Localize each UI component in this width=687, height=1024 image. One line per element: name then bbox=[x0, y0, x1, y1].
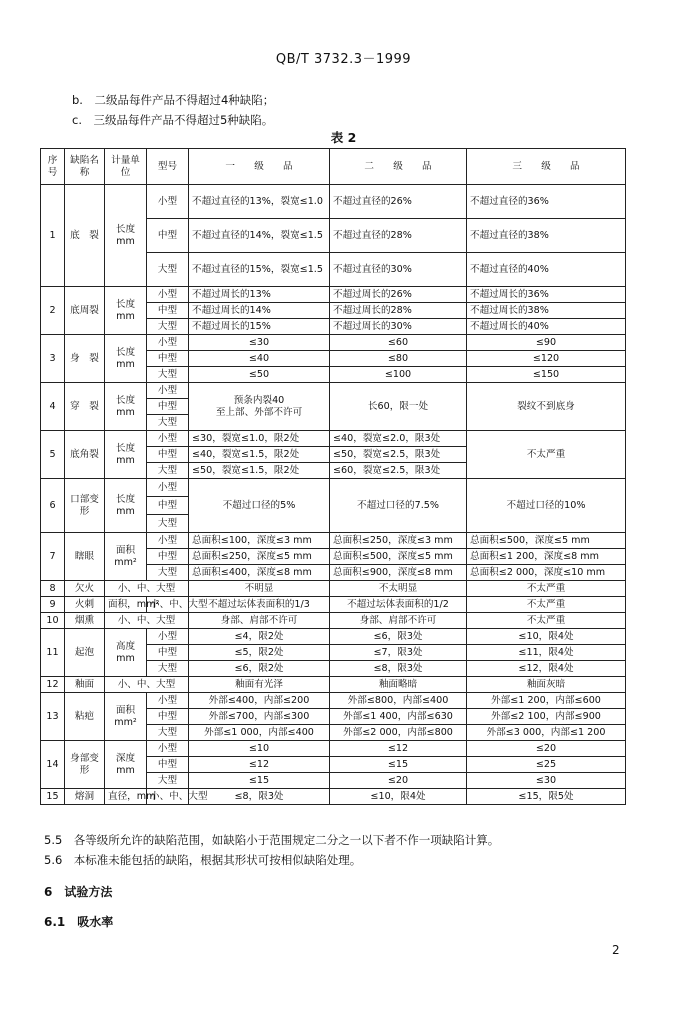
grade2-cell: 不超过坛体表面积的1/2 bbox=[330, 597, 467, 613]
grade2-cell: ≤10，限4处 bbox=[330, 789, 467, 805]
grade1-cell: 外部≤700，内部≤300 bbox=[189, 709, 330, 725]
defect-name: 欠火 bbox=[65, 581, 105, 597]
grade2-cell: ≤7，限3处 bbox=[330, 645, 467, 661]
table-row bbox=[41, 185, 626, 219]
grade3-cell: ≤11，限4处 bbox=[467, 645, 626, 661]
model-cell: 中型 bbox=[147, 497, 189, 515]
model-cell: 中型 bbox=[147, 303, 189, 319]
grade1-cell: 总面积≤400，深度≤8 mm bbox=[189, 565, 330, 581]
grade3-cell: 外部≤1 200，内部≤600 bbox=[467, 693, 626, 709]
row-number: 11 bbox=[41, 629, 65, 677]
grade2-cell: 不太明显 bbox=[330, 581, 467, 597]
grade3-cell: ≤12，限4处 bbox=[467, 661, 626, 677]
grade3-cell: 总面积≤500，深度≤5 mm bbox=[467, 533, 626, 549]
unit-cell: 面积，mm² bbox=[105, 597, 147, 613]
grade3-cell: 不太严重 bbox=[467, 431, 626, 479]
col-header-model: 型号 bbox=[147, 149, 189, 185]
grade2-cell: 外部≤800，内部≤400 bbox=[330, 693, 467, 709]
model-cell: 大型 bbox=[147, 661, 189, 677]
row-number: 14 bbox=[41, 741, 65, 789]
table-row bbox=[41, 287, 626, 303]
row-number: 15 bbox=[41, 789, 65, 805]
row-number: 2 bbox=[41, 287, 65, 335]
model-cell: 大型 bbox=[147, 463, 189, 479]
grade2-cell: 不超过直径的26% bbox=[330, 185, 467, 219]
row-number: 1 bbox=[41, 185, 65, 287]
grade3-cell: 不超过直径的40% bbox=[467, 253, 626, 287]
table-row bbox=[41, 613, 626, 629]
grade1-cell: 不超过直径的14%，裂宽≤1.5 bbox=[189, 219, 330, 253]
table-row bbox=[41, 581, 626, 597]
defect-name: 穿 裂 bbox=[65, 383, 105, 431]
grade3-cell: ≤120 bbox=[467, 351, 626, 367]
grade3-cell: 釉面灰暗 bbox=[467, 677, 626, 693]
defect-name: 火刺 bbox=[65, 597, 105, 613]
model-cell: 大型 bbox=[147, 565, 189, 581]
grade1-cell: 不超过直径的15%，裂宽≤1.5 bbox=[189, 253, 330, 287]
model-cell: 小、中、大型 bbox=[105, 677, 189, 693]
table-header-row bbox=[41, 149, 626, 185]
grade3-cell: 不超过直径的38% bbox=[467, 219, 626, 253]
unit-cell: 长度 mm bbox=[105, 287, 147, 335]
table-row bbox=[41, 533, 626, 549]
grade2-cell: 总面积≤500，深度≤5 mm bbox=[330, 549, 467, 565]
defect-table bbox=[40, 148, 626, 805]
model-cell: 中型 bbox=[147, 351, 189, 367]
model-cell: 小型 bbox=[147, 479, 189, 497]
grade2-cell: 不超过周长的28% bbox=[330, 303, 467, 319]
grade1-cell: ≤5，限2处 bbox=[189, 645, 330, 661]
grade1-cell: 总面积≤100，深度≤3 mm bbox=[189, 533, 330, 549]
col-header-unit: 计量单位 bbox=[105, 149, 147, 185]
model-cell: 中型 bbox=[147, 709, 189, 725]
grade3-cell: 总面积≤1 200，深度≤8 mm bbox=[467, 549, 626, 565]
model-cell: 中型 bbox=[147, 549, 189, 565]
grade3-cell: 总面积≤2 000，深度≤10 mm bbox=[467, 565, 626, 581]
defect-name: 底角裂 bbox=[65, 431, 105, 479]
grade1-cell: ≤40，裂宽≤1.5，限2处 bbox=[189, 447, 330, 463]
model-cell: 大型 bbox=[147, 367, 189, 383]
table-row bbox=[41, 789, 626, 805]
row-number: 5 bbox=[41, 431, 65, 479]
section-6-heading: 6 试验方法 bbox=[44, 885, 113, 899]
col-header-defect: 缺陷名称 bbox=[65, 149, 105, 185]
grade2-cell: ≤100 bbox=[330, 367, 467, 383]
grade2-cell: 总面积≤900，深度≤8 mm bbox=[330, 565, 467, 581]
unit-cell: 长度 mm bbox=[105, 479, 147, 533]
grade2-cell: 身部、肩部不许可 bbox=[330, 613, 467, 629]
grade3-cell: 不超过周长的40% bbox=[467, 319, 626, 335]
grade1-cell: ≤8，限3处 bbox=[189, 789, 330, 805]
grade1-cell: 不超过周长的13% bbox=[189, 287, 330, 303]
row-number: 12 bbox=[41, 677, 65, 693]
row-number: 9 bbox=[41, 597, 65, 613]
grade2-cell: ≤12 bbox=[330, 741, 467, 757]
grade1-cell: 总面积≤250，深度≤5 mm bbox=[189, 549, 330, 565]
grade3-cell: ≤30 bbox=[467, 773, 626, 789]
model-cell: 小型 bbox=[147, 629, 189, 645]
grade2-cell: ≤40，裂宽≤2.0，限3处 bbox=[330, 431, 467, 447]
page-number: 2 bbox=[612, 943, 620, 957]
grade1-cell: 不明显 bbox=[189, 581, 330, 597]
col-header-grade2: 二 级 品 bbox=[330, 149, 467, 185]
col-header-grade1: 一 级 品 bbox=[189, 149, 330, 185]
table-caption: 表 2 bbox=[330, 130, 357, 145]
row-number: 3 bbox=[41, 335, 65, 383]
row-number: 4 bbox=[41, 383, 65, 431]
table-row bbox=[41, 629, 626, 645]
defect-name: 身 裂 bbox=[65, 335, 105, 383]
grade3-cell: ≤15，限5处 bbox=[467, 789, 626, 805]
row-number: 7 bbox=[41, 533, 65, 581]
unit-cell: 高度 mm bbox=[105, 629, 147, 677]
grade3-cell: 不超过周长的38% bbox=[467, 303, 626, 319]
defect-name: 底周裂 bbox=[65, 287, 105, 335]
model-cell: 大型 bbox=[147, 253, 189, 287]
grade1-cell: ≤4，限2处 bbox=[189, 629, 330, 645]
model-cell: 中型 bbox=[147, 219, 189, 253]
grade3-cell: ≤90 bbox=[467, 335, 626, 351]
grade1-cell: ≤50，裂宽≤1.5，限2处 bbox=[189, 463, 330, 479]
table-row bbox=[41, 741, 626, 757]
unit-cell: 长度 mm bbox=[105, 335, 147, 383]
defect-name: 瞎眼 bbox=[65, 533, 105, 581]
grade1-cell: 釉面有光泽 bbox=[189, 677, 330, 693]
grade1-cell: 身部、肩部不许可 bbox=[189, 613, 330, 629]
model-cell: 大型 bbox=[147, 725, 189, 741]
model-cell: 中型 bbox=[147, 645, 189, 661]
model-cell: 小型 bbox=[147, 533, 189, 549]
model-cell: 小、中、大型 bbox=[147, 597, 189, 613]
grade3-cell: 不太严重 bbox=[467, 613, 626, 629]
row-number: 13 bbox=[41, 693, 65, 741]
grade2-cell: 总面积≤250，深度≤3 mm bbox=[330, 533, 467, 549]
unit-cell: 深度 mm bbox=[105, 741, 147, 789]
model-cell: 小型 bbox=[147, 693, 189, 709]
defect-name: 起泡 bbox=[65, 629, 105, 677]
model-cell: 小型 bbox=[147, 185, 189, 219]
table-row bbox=[41, 597, 626, 613]
grade1-cell: 不超过口径的5% bbox=[189, 479, 330, 533]
col-header-seq: 序号 bbox=[41, 149, 65, 185]
grade2-cell: ≤60，裂宽≤2.5，限3处 bbox=[330, 463, 467, 479]
table-row bbox=[41, 677, 626, 693]
grade1-cell: ≤30，裂宽≤1.0，限2处 bbox=[189, 431, 330, 447]
col-header-grade3: 三 级 品 bbox=[467, 149, 626, 185]
grade1-cell: ≤50 bbox=[189, 367, 330, 383]
model-cell: 小型 bbox=[147, 383, 189, 399]
grade3-cell: 不太严重 bbox=[467, 597, 626, 613]
grade2-cell: 长60，限一处 bbox=[330, 383, 467, 431]
grade2-cell: ≤60 bbox=[330, 335, 467, 351]
grade3-cell: 裂纹不到底身 bbox=[467, 383, 626, 431]
item-b: b. 二级品每件产品不得超过4种缺陷； bbox=[72, 93, 275, 107]
grade1-cell: 外部≤1 000，内部≤400 bbox=[189, 725, 330, 741]
model-cell: 小型 bbox=[147, 287, 189, 303]
grade3-cell: ≤20 bbox=[467, 741, 626, 757]
grade2-cell: ≤6，限3处 bbox=[330, 629, 467, 645]
unit-cell: 长度 mm bbox=[105, 185, 147, 287]
grade2-cell: 不超过周长的30% bbox=[330, 319, 467, 335]
grade2-cell: 釉面略暗 bbox=[330, 677, 467, 693]
defect-name: 口部变形 bbox=[65, 479, 105, 533]
model-cell: 中型 bbox=[147, 447, 189, 463]
model-cell: 大型 bbox=[147, 415, 189, 431]
unit-cell: 直径，mm bbox=[105, 789, 147, 805]
grade3-cell: 不超过口径的10% bbox=[467, 479, 626, 533]
defect-name: 身部变形 bbox=[65, 741, 105, 789]
grade1-cell: ≤40 bbox=[189, 351, 330, 367]
grade3-cell: ≤10，限4处 bbox=[467, 629, 626, 645]
grade3-cell: 外部≤2 100，内部≤900 bbox=[467, 709, 626, 725]
unit-cell: 长度 mm bbox=[105, 431, 147, 479]
model-cell: 小、中、大型 bbox=[105, 613, 189, 629]
grade2-cell: 外部≤2 000，内部≤800 bbox=[330, 725, 467, 741]
grade2-cell: 外部≤1 400，内部≤630 bbox=[330, 709, 467, 725]
grade3-cell: 不超过直径的36% bbox=[467, 185, 626, 219]
note-5-6: 5.6 本标准未能包括的缺陷，根据其形状可按相似缺陷处理。 bbox=[44, 853, 362, 867]
row-number: 10 bbox=[41, 613, 65, 629]
grade3-cell: 不超过周长的36% bbox=[467, 287, 626, 303]
grade3-cell: 外部≤3 000，内部≤1 200 bbox=[467, 725, 626, 741]
model-cell: 小型 bbox=[147, 335, 189, 351]
grade2-cell: 不超过周长的26% bbox=[330, 287, 467, 303]
grade2-cell: ≤8，限3处 bbox=[330, 661, 467, 677]
model-cell: 小型 bbox=[147, 741, 189, 757]
grade2-cell: ≤15 bbox=[330, 757, 467, 773]
grade1-cell: 不超过坛体表面积的1/3 bbox=[189, 597, 330, 613]
defect-name: 烟熏 bbox=[65, 613, 105, 629]
grade1-cell: 不超过周长的15% bbox=[189, 319, 330, 335]
grade1-cell: ≤12 bbox=[189, 757, 330, 773]
row-number: 8 bbox=[41, 581, 65, 597]
table-row bbox=[41, 693, 626, 709]
grade2-cell: ≤20 bbox=[330, 773, 467, 789]
defect-name: 釉面 bbox=[65, 677, 105, 693]
model-cell: 中型 bbox=[147, 757, 189, 773]
model-cell: 大型 bbox=[147, 773, 189, 789]
grade2-cell: 不超过直径的30% bbox=[330, 253, 467, 287]
table-row bbox=[41, 383, 626, 399]
model-cell: 中型 bbox=[147, 399, 189, 415]
section-6-1-heading: 6.1 吸水率 bbox=[44, 915, 114, 929]
table-row bbox=[41, 335, 626, 351]
defect-name: 熔洞 bbox=[65, 789, 105, 805]
model-cell: 大型 bbox=[147, 319, 189, 335]
grade1-cell: 预条内裂40 至上部、外部不许可 bbox=[189, 383, 330, 431]
grade2-cell: ≤50，裂宽≤2.5，限3处 bbox=[330, 447, 467, 463]
model-cell: 小、中、大型 bbox=[147, 789, 189, 805]
grade2-cell: ≤80 bbox=[330, 351, 467, 367]
grade1-cell: ≤10 bbox=[189, 741, 330, 757]
grade1-cell: ≤6，限2处 bbox=[189, 661, 330, 677]
item-c: c. 三级品每件产品不得超过5种缺陷。 bbox=[72, 113, 274, 127]
note-5-5: 5.5 各等级所允许的缺陷范围，如缺陷小于范围规定二分之一以下者不作一项缺陷计算。 bbox=[44, 833, 500, 847]
unit-cell: 面积 mm² bbox=[105, 533, 147, 581]
defect-name: 底 裂 bbox=[65, 185, 105, 287]
model-cell: 小、中、大型 bbox=[105, 581, 189, 597]
grade1-cell: ≤30 bbox=[189, 335, 330, 351]
grade3-cell: ≤25 bbox=[467, 757, 626, 773]
grade1-cell: ≤15 bbox=[189, 773, 330, 789]
table-row bbox=[41, 431, 626, 447]
unit-cell: 面积 mm² bbox=[105, 693, 147, 741]
row-number: 6 bbox=[41, 479, 65, 533]
grade2-cell: 不超过口径的7.5% bbox=[330, 479, 467, 533]
grade3-cell: 不太严重 bbox=[467, 581, 626, 597]
grade1-cell: 不超过周长的14% bbox=[189, 303, 330, 319]
grade2-cell: 不超过直径的28% bbox=[330, 219, 467, 253]
table-row bbox=[41, 479, 626, 497]
defect-name: 粘疤 bbox=[65, 693, 105, 741]
model-cell: 大型 bbox=[147, 515, 189, 533]
unit-cell: 长度 mm bbox=[105, 383, 147, 431]
grade1-cell: 不超过直径的13%，裂宽≤1.0 bbox=[189, 185, 330, 219]
grade3-cell: ≤150 bbox=[467, 367, 626, 383]
standard-header: QB/T 3732.3－1999 bbox=[275, 52, 412, 67]
model-cell: 小型 bbox=[147, 431, 189, 447]
grade1-cell: 外部≤400，内部≤200 bbox=[189, 693, 330, 709]
